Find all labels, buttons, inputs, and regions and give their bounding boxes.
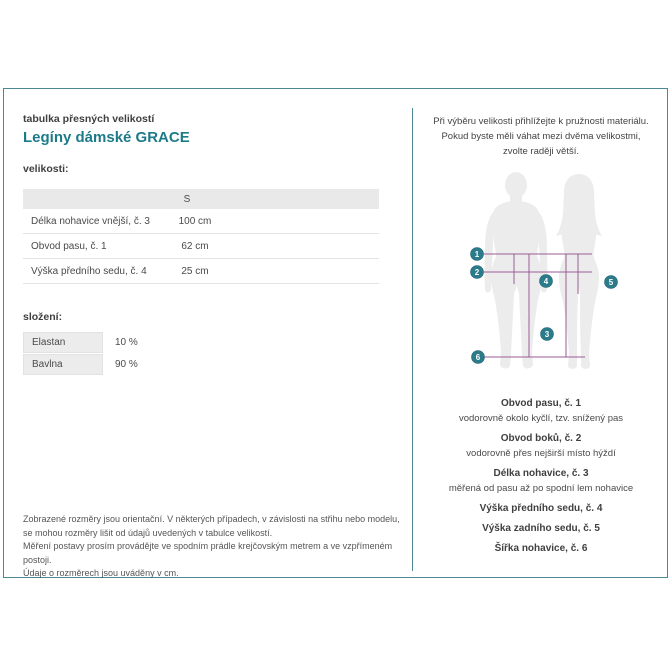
measurement-value: 62 cm bbox=[181, 240, 209, 252]
legend-title: Obvod pasu, č. 1 bbox=[500, 398, 582, 409]
disclaimer-text bbox=[23, 513, 409, 581]
legend-desc: měřená od pasu až po spodní lem nohavice bbox=[448, 483, 634, 494]
disclaimer-line: Zobrazené rozměry jsou orientační. V některých případech, v závislosti na střihu nebo modelu, bbox=[23, 514, 400, 524]
legend-entry bbox=[413, 396, 669, 426]
size-advice-line: Při výběru velikosti přihlížejte k pružnosti materiálu. bbox=[433, 116, 649, 127]
marker-3 bbox=[541, 328, 554, 341]
composition-material: Elastan bbox=[23, 332, 103, 353]
composition-table bbox=[23, 333, 379, 377]
legend-entry bbox=[413, 501, 669, 516]
marker-4 bbox=[540, 275, 553, 288]
composition-material: Bavlna bbox=[23, 354, 103, 375]
legend-desc: vodorovně okolo kyčlí, tzv. snížený pas bbox=[458, 413, 624, 424]
measurement-value: 25 cm bbox=[181, 265, 209, 277]
measurement-legend bbox=[413, 396, 669, 561]
disclaimer-line: se mohou rozměry lišit od údajů uvedených v tabulce velikostí. bbox=[23, 527, 273, 538]
legend-title: Výška předního sedu, č. 4 bbox=[479, 503, 603, 514]
composition-section-label: složení: bbox=[23, 311, 63, 323]
measurement-label: Obvod pasu, č. 1 bbox=[31, 240, 107, 252]
size-advice-line: zvolte raději větší. bbox=[502, 146, 580, 157]
marker-6-label: 6 bbox=[475, 353, 481, 362]
marker-6 bbox=[472, 351, 485, 364]
composition-row bbox=[23, 355, 379, 374]
measurement-diagram bbox=[413, 168, 670, 393]
measurement-value: 100 cm bbox=[178, 215, 212, 227]
measurement-guide-panel bbox=[412, 108, 669, 571]
legend-title: Šířka nohavice, č. 6 bbox=[494, 543, 588, 554]
marker-1-label: 1 bbox=[474, 250, 480, 259]
size-advice-text bbox=[413, 114, 669, 159]
content-border-box bbox=[3, 88, 668, 578]
product-title: Legíny dámské GRACE bbox=[23, 129, 190, 146]
legend-title: Délka nohavice, č. 3 bbox=[493, 468, 589, 479]
measurement-label: Výška předního sedu, č. 4 bbox=[31, 265, 147, 277]
marker-5-label: 5 bbox=[608, 278, 614, 287]
table-row bbox=[23, 234, 379, 259]
size-table bbox=[23, 189, 379, 284]
sizes-section-label: velikosti: bbox=[23, 163, 69, 175]
table-row bbox=[23, 259, 379, 284]
composition-value: 90 % bbox=[115, 359, 138, 370]
legend-desc: vodorovně přes nejširší místo hýždí bbox=[466, 448, 616, 459]
marker-2 bbox=[471, 266, 484, 279]
legend-entry bbox=[413, 521, 669, 536]
marker-2-label: 2 bbox=[474, 268, 480, 277]
size-advice-line: Pokud byste měli váhat mezi dvěma velikostmi, bbox=[441, 131, 641, 142]
size-table-header-row bbox=[23, 189, 379, 209]
marker-5 bbox=[605, 276, 618, 289]
composition-value: 10 % bbox=[115, 337, 138, 348]
table-row bbox=[23, 209, 379, 234]
measurement-label: Délka nohavice vnější, č. 3 bbox=[31, 215, 150, 227]
disclaimer-line: Měření postavy prosím provádějte ve spodním prádle krejčovským metrem a ve vzpřímeném postoji. bbox=[23, 541, 393, 565]
legend-entry bbox=[413, 541, 669, 556]
legend-title: Výška zadního sedu, č. 5 bbox=[482, 523, 600, 534]
composition-row bbox=[23, 333, 379, 352]
legend-entry bbox=[413, 466, 669, 496]
eyebrow-label: tabulka přesných velikostí bbox=[23, 113, 155, 125]
legend-entry bbox=[413, 431, 669, 461]
marker-1 bbox=[471, 248, 484, 261]
size-column-header: S bbox=[183, 193, 191, 205]
legend-title: Obvod boků, č. 2 bbox=[500, 433, 582, 444]
disclaimer-line: Údaje o rozměrech jsou uváděny v cm. bbox=[23, 568, 179, 579]
male-silhouette bbox=[485, 172, 548, 368]
marker-4-label: 4 bbox=[543, 277, 549, 286]
marker-3-label: 3 bbox=[544, 330, 550, 339]
female-silhouette bbox=[556, 174, 602, 369]
